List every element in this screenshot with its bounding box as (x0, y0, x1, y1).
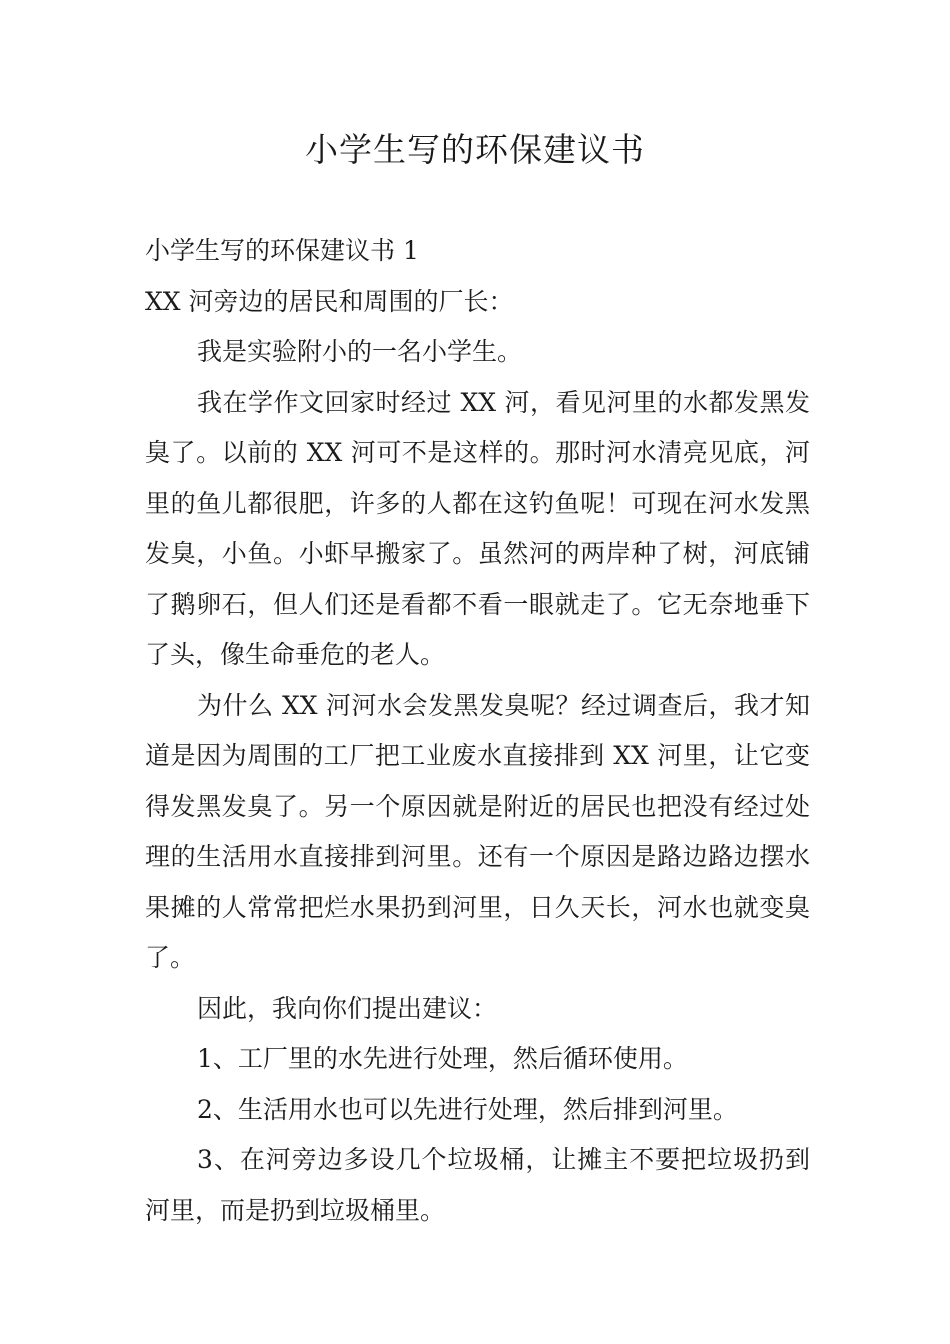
document-body (145, 226, 810, 1236)
section-heading: 小学生写的环保建议书 1 (145, 236, 419, 265)
document-title: 小学生写的环保建议书 (305, 130, 645, 169)
salutation: XX 河旁边的居民和周围的厂长： (145, 286, 514, 316)
proposal-item-1: 1、工厂里的水先进行处理，然后循环使用。 (197, 1044, 688, 1073)
paragraph-intro: 我是实验附小的一名小学生。 (197, 337, 523, 366)
proposal-item-3: 3、在河旁边多设几个垃圾桶，让摊主不要把垃圾扔到河里，而是扔到垃圾桶里。 (145, 1145, 810, 1225)
paragraph-proposal-intro: 因此，我向你们提出建议： (197, 993, 498, 1023)
paragraph-observation: 我在学作文回家时经过 XX 河，看见河里的水都发黑发臭了。以前的 XX 河可不是这样的。那时河水清亮见底，河里的鱼儿都很肥，许多的人都在这钓鱼呢！可现在河水发黑发臭，小鱼。小虾早搬家了。虽然河的两岸种了树，河底铺了鹅卵石，但人们还是看都不看一眼就走了。它无奈地垂下了头，像生命垂危的老人。 (145, 387, 810, 669)
paragraph-causes: 为什么 XX 河河水会发黑发臭呢？经过调查后，我才知道是因为周围的工厂把工业废水直接排到 XX 河里，让它变得发黑发臭了。另一个原因就是附近的居民也把没有经过处理的生活用水直接排到河里。还有一个原因是路边路边摆水果摊的人常常把烂水果扔到河里，日久天长，河水也就变臭了。 (145, 690, 810, 972)
proposal-item-2: 2、生活用水也可以先进行处理，然后排到河里。 (197, 1094, 738, 1124)
